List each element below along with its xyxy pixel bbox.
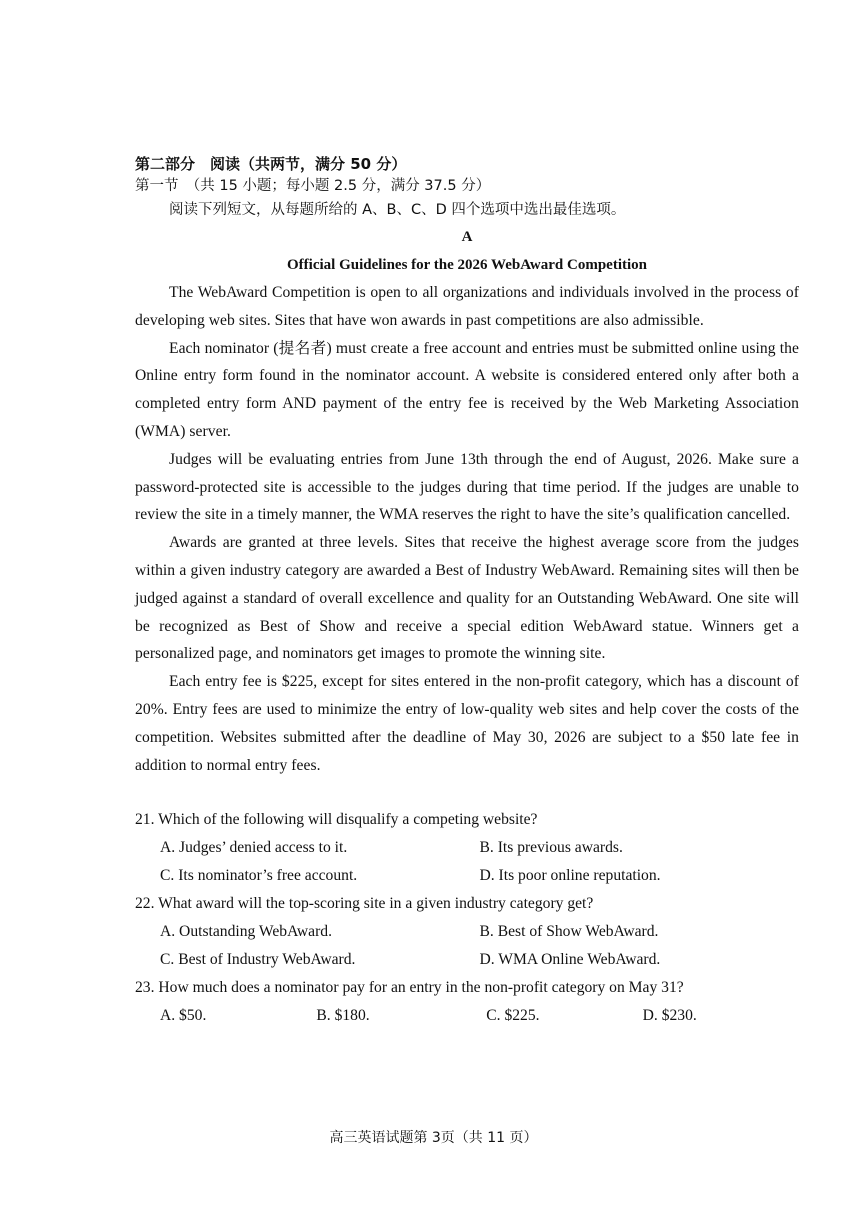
passage-paragraph-3: Judges will be evaluating entries from June 13th through the end of August, 2026. Make sure a password-protected site is accessible to the judges during that time period. If the judges are unable to review the site in a timely manner, the WMA reserves the right to have the site’s qualification cancelled. [135,450,799,524]
passage-paragraph-5: Each entry fee is $225, except for sites entered in the non-profit category, which has a discount of 20%. Entry fees are used to minimize the entry of low-quality web sites and help cover the costs of the competition. Websites submitted after the deadline of May 30, 2026 are subject to a $50 late fee in addition to normal entry fees. [135,673,799,774]
option-d: D. $230. [642,1007,697,1025]
option-row [135,1002,799,1030]
page-footer: 高三英语试题第 3页（共 11 页） [329,1130,538,1146]
instruction-text: 阅读下列短文，从每题所给的 A、B、C、D 四个选项中选出最佳选项。 [169,202,626,218]
question-23 [135,974,799,1030]
part-title: 第二部分 阅读（共两节，满分 50 分） [135,155,407,173]
option-c: C. Its nominator’s free account. [160,867,358,885]
option-c: C. Best of Industry WebAward. [160,951,356,969]
question-stem: 22. What award will the top-scoring site in a given industry category get? [135,895,594,913]
option-row [135,834,799,862]
question-stem: 21. Which of the following will disqualify a competing website? [135,811,538,829]
page-content [135,153,799,1030]
section-title: 第一节 （共 15 小题；每小题 2.5 分，满分 37.5 分） [135,178,491,194]
passage-title: Official Guidelines for the 2026 WebAward Competition [287,257,647,273]
option-d: D. WMA Online WebAward. [479,951,661,969]
option-b: B. Its previous awards. [479,839,623,857]
passage-body [135,279,799,779]
option-a: A. $50. [160,1007,207,1025]
option-b: B. Best of Show WebAward. [479,923,659,941]
option-d: D. Its poor online reputation. [479,867,661,885]
passage-paragraph-1: The WebAward Competition is open to all organizations and individuals involved in the process of developing web sites. Sites that have won awards in past competitions are also admissible. [135,284,799,329]
passage-paragraph-2: Each nominator (提名者) must create a free account and entries must be submitted online using the Online entry form found in the nominator account. A website is considered entered only after both a completed entry form AND payment of the entry fee is received by the Web Marketing Association (WMA) server. [135,339,799,440]
passage-paragraph-4: Awards are granted at three levels. Sites that receive the highest average score from the judges within a given industry category are awarded a Best of Industry WebAward. Remaining sites will then be judged against a standard of overall excellence and quality for an Outstanding WebAward. One site will be recognized as Best of Show and receive a special edition WebAward statue. Winners get a personalized page, and nominators get images to promote the winning site. [135,534,799,663]
question-21 [135,806,799,890]
option-c: C. $225. [486,1007,540,1025]
option-a: A. Outstanding WebAward. [160,923,332,941]
passage-label: A [461,229,473,245]
question-stem: 23. How much does a nominator pay for an entry in the non-profit category on May 31? [135,979,684,997]
option-row [135,946,799,974]
option-b: B. $180. [316,1007,370,1025]
option-row [135,918,799,946]
option-row [135,862,799,890]
option-a: A. Judges’ denied access to it. [160,839,348,857]
question-22 [135,890,799,974]
question-list [135,806,799,1030]
